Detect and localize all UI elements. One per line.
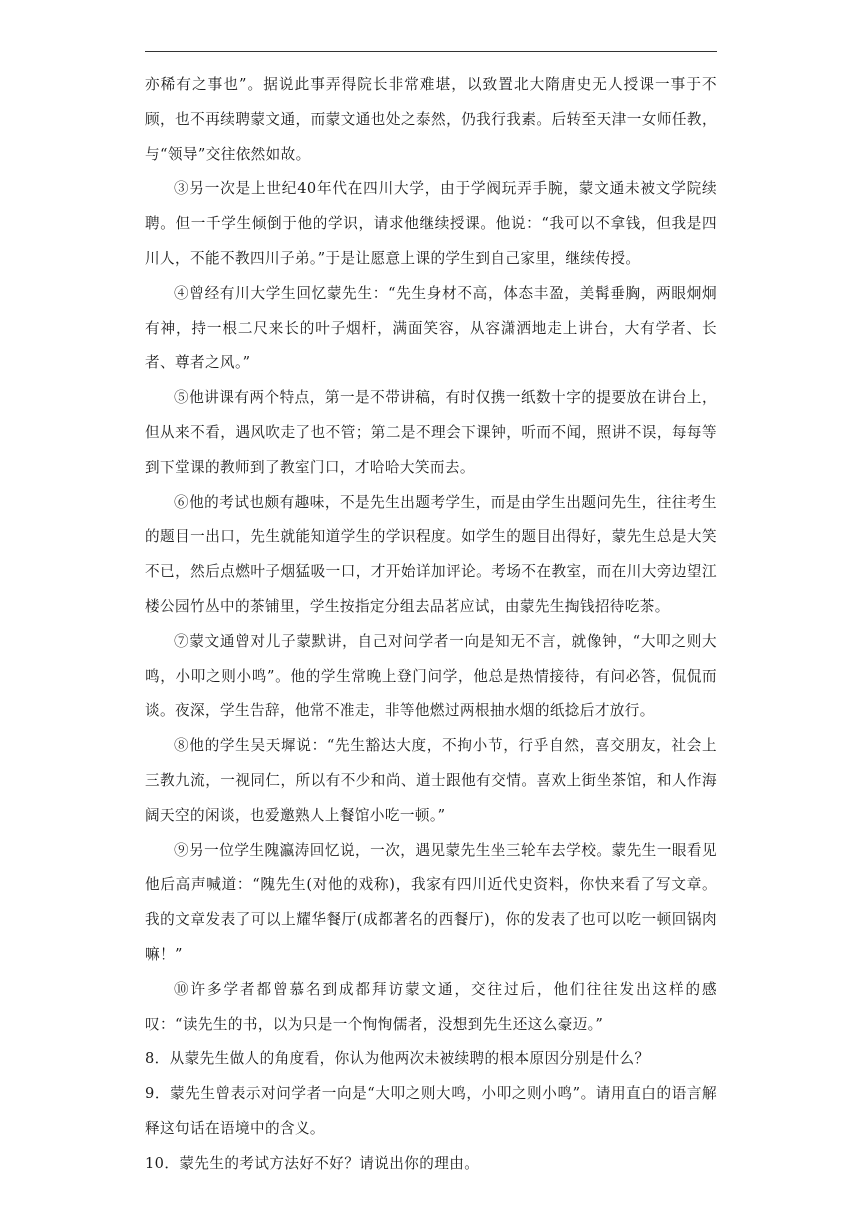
paragraph-4: ④曾经有川大学生回忆蒙先生：“先生身材不高，体态丰盈，美髯垂胸，两眼炯炯有神，持一根二尺来长的叶子烟杆，满面笑容，从容潇洒地走上讲台，大有学者、长者、尊者之风。” <box>145 284 717 372</box>
paragraph-continued: 亦稀有之事也”。据说此事弄得院长非常难堪，以致置北大隋唐史无人授课一事于不顾，也不再续聘蒙文通，而蒙文通也处之泰然，仍我行我素。后转至天津一女师任教，与“领导”交往依然如故。 <box>145 76 717 163</box>
paragraph-5: ⑤他讲课有两个特点，第一是不带讲稿，有时仅携一纸数十字的提要放在讲台上，但从来不看，遇风吹走了也不管；第二是不理会下课钟，听而不闻，照讲不误，每每等到下堂课的教师到了教室门口，才哈哈大笑而去。 <box>145 389 717 476</box>
question-10: 10．蒙先生的考试方法好不好？请说出你的理由。 <box>145 1154 480 1172</box>
question-9: 9．蒙先生曾表示对问学者一向是“大叩之则大鸣，小叩之则小鸣”。请用直白的语言解释这句话在语境中的含义。 <box>145 1085 717 1137</box>
paragraph-10: ⑩许多学者都曾慕名到成都拜访蒙文通，交往过后，他们往往发出这样的感叹：“读先生的书，以为只是一个恂恂儒者，没想到先生还这么豪迈。” <box>145 980 717 1033</box>
paragraph-8: ⑧他的学生吴天墀说：“先生豁达大度，不拘小节，行乎自然，喜交朋友，社会上三教九流，一视同仁，所以有不少和尚、道士跟他有交情。喜欢上街坐茶馆，和人作海阔天空的闲谈，也爱邀熟人上餐馆小吃一顿。” <box>145 737 717 824</box>
paragraph-7: ⑦蒙文通曾对儿子蒙默讲，自己对问学者一向是知无不言，就像钟，“大叩之则大鸣，小叩之则小鸣”。他的学生常晚上登门问学，他总是热情接待，有问必答，侃侃而谈。夜深，学生告辞，他常不准走，非等他燃过两根抽水烟的纸捻后才放行。 <box>145 632 717 720</box>
paragraph-9: ⑨另一位学生隗瀛涛回忆说，一次，遇见蒙先生坐三轮车去学校。蒙先生一眼看见他后高声喊道：“隗先生(对他的戏称)，我家有四川近代史资料，你快来看了写文章。我的文章发表了可以上耀华餐厅(成都著名的西餐厅)，你的发表了也可以吃一顿回锅肉嘛！” <box>145 841 717 963</box>
paragraph-3: ③另一次是上世纪40年代在四川大学，由于学阀玩弄手腕，蒙文通未被文学院续聘。但一千学生倾倒于他的学识，请求他继续授课。他说：“我可以不拿钱，但我是四川人，不能不教四川子弟。”于是让愿意上课的学生到自己家里，继续传授。 <box>145 180 717 267</box>
paragraph-6: ⑥他的考试也颇有趣味，不是先生出题考学生，而是由学生出题问先生，往往考生的题目一出口，先生就能知道学生的学识程度。如学生的题目出得好，蒙先生总是大笑不已，然后点燃叶子烟猛吸一口，才开始详加评论。考场不在教室，而在川大旁边望江楼公园竹丛中的茶铺里，学生按指定分组去品茗应试，由蒙先生掏钱招待吃茶。 <box>145 493 717 615</box>
document-body <box>145 68 717 1182</box>
question-8: 8．从蒙先生做人的角度看，你认为他两次未被续聘的根本原因分别是什么？ <box>145 1050 650 1068</box>
header-rule <box>145 51 717 52</box>
